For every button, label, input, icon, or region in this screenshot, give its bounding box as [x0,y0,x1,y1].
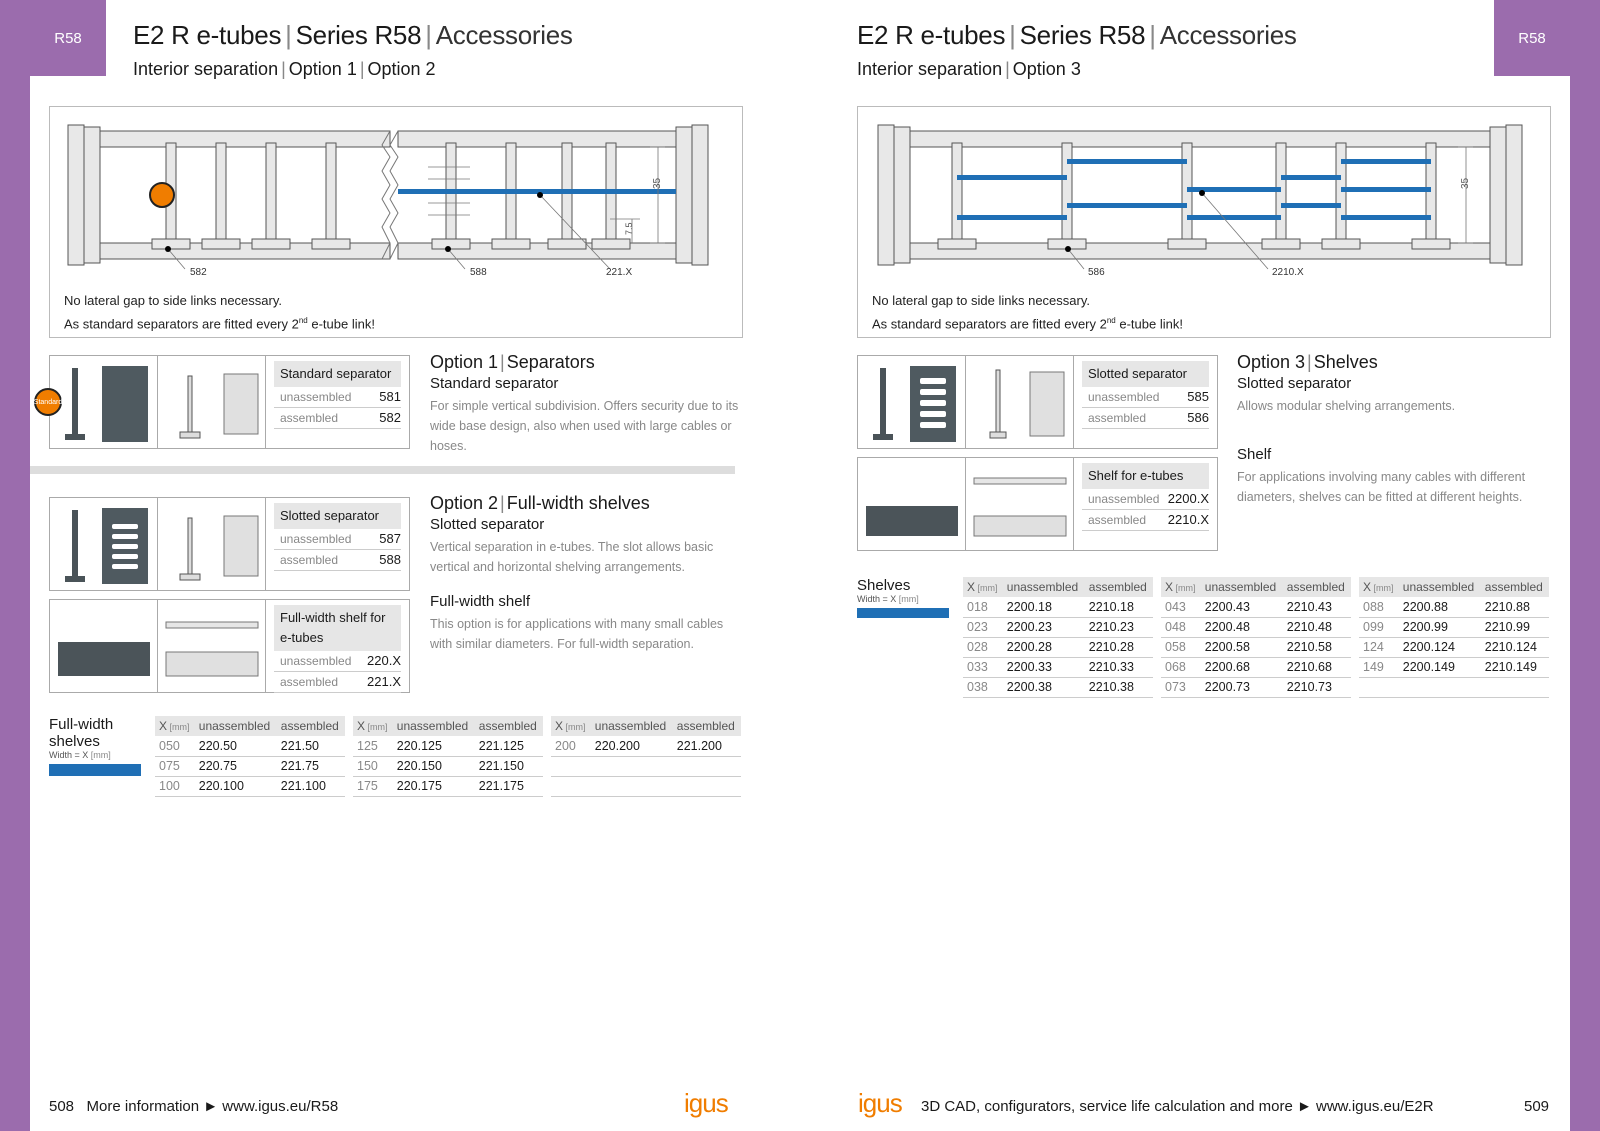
part-number: 585 [1187,389,1209,404]
right-series-tab: R58 [1494,0,1570,76]
row-assembled [1481,677,1549,697]
row-assembled: 221.100 [277,776,345,796]
dim-label: 2210.X [1272,267,1304,278]
table-row [1359,677,1549,697]
part-number: 221.X [367,674,401,689]
row-width: 023 [963,617,1003,637]
right-page-title: E2 R e-tubes | Series R58 | Accessories [857,20,1297,50]
table-row [1359,637,1549,657]
row-assembled: 221.150 [475,756,543,776]
table-row [353,776,543,796]
note-sup: nd [1106,316,1116,325]
product-photo [50,498,158,590]
col-header-unassembled: unassembled [1201,577,1283,597]
separator-drawing-icon [158,356,266,448]
left-footer [49,1098,338,1115]
table-header-row [155,716,345,736]
row-assembled [673,756,741,776]
product-card-standard-separator [49,355,410,449]
row-unassembled [1399,677,1481,697]
slotted-separator-photo-icon [50,498,158,590]
header-unit: [mm] [975,583,998,593]
note-text: e-tube link! [1115,316,1183,332]
subtitle-part: Option 3 [1012,59,1081,79]
spec-row [1082,408,1209,429]
footer-text: More information ► [86,1098,219,1115]
table-row [155,736,345,756]
row-width: 028 [963,637,1003,657]
header-text: X [1363,580,1372,594]
spec-row [274,408,401,429]
col-header-x [963,577,1003,597]
footer-link[interactable]: www.igus.eu/R58 [222,1098,339,1115]
title-part: Accessories [435,20,573,50]
spec-row [274,672,401,693]
row-unassembled [591,776,673,796]
title-part: Option 2 [430,493,499,513]
row-assembled: 2210.18 [1085,597,1153,617]
row-unassembled: 2200.18 [1003,597,1085,617]
dim-label: 582 [190,267,207,278]
row-assembled: 2210.28 [1085,637,1153,657]
table-row [963,657,1153,677]
part-number: 582 [379,410,401,425]
legend-unit: [mm] [90,750,111,760]
shelf-drawing-icon [966,458,1074,550]
row-unassembled: 2200.38 [1003,677,1085,697]
part-number: 220.X [367,653,401,668]
part-number: 587 [379,531,401,546]
shelf-table-column [155,716,345,797]
left-edge-bar [0,0,30,1131]
spec-key: assembled [1088,411,1147,425]
row-unassembled: 220.125 [393,736,475,756]
row-unassembled: 2200.58 [1201,637,1283,657]
row-width: 068 [1161,657,1201,677]
header-text: X [967,580,976,594]
row-unassembled: 220.200 [591,736,673,756]
left-cross-section-drawing [50,107,744,287]
note-text: e-tube link! [307,316,375,332]
spec-row [274,651,401,672]
spec-row [274,387,401,408]
separator-photo-icon [50,356,158,448]
subtitle-part: Interior separation [857,59,1003,79]
row-unassembled: 220.100 [195,776,277,796]
row-assembled: 2210.43 [1283,597,1351,617]
row-assembled: 2210.149 [1481,657,1549,677]
row-width: 048 [1161,617,1201,637]
product-spec [266,600,409,692]
product-spec [266,498,409,590]
col-header-unassembled: unassembled [1399,577,1481,597]
row-unassembled: 220.150 [393,756,475,776]
table-row [551,776,741,796]
table-row [353,756,543,776]
legend-unit: [mm] [898,594,919,604]
table-header-row [1161,577,1351,597]
spec-key: unassembled [280,390,352,404]
row-assembled: 221.75 [277,756,345,776]
col-header-x [551,716,591,736]
table-row [1359,597,1549,617]
part-number: 581 [379,389,401,404]
product-card-full-width-shelf [49,599,410,693]
product-drawing [966,356,1074,448]
subtitle-part: Interior separation [133,59,279,79]
row-assembled: 2210.23 [1085,617,1153,637]
page-number: 508 [49,1098,75,1115]
row-unassembled [591,756,673,776]
shelf-color-swatch [857,608,949,618]
row-assembled: 221.125 [475,736,543,756]
row-assembled: 2210.38 [1085,677,1153,697]
row-assembled: 2210.99 [1481,617,1549,637]
col-header-unassembled: unassembled [195,716,277,736]
row-unassembled: 2200.88 [1399,597,1481,617]
option-description: For applications involving many cables with different diameters, shelves can be fitted at different heights. [1237,470,1526,504]
table-header-row [963,577,1153,597]
table-title: Shelves [857,577,911,594]
note-line [64,311,724,334]
row-assembled: 2210.124 [1481,637,1549,657]
row-width [1359,677,1399,697]
option-description: Vertical separation in e-tubes. The slot allows basic vertical and horizontal shelving arrangements. [430,540,714,574]
option-description: For simple vertical subdivision. Offers security due to its wide base design, also when used with large cables or hoses. [430,399,739,453]
table-header-row [353,716,543,736]
col-header-x [1359,577,1399,597]
product-card-slotted-separator [49,497,410,591]
row-width: 088 [1359,597,1399,617]
section-divider [30,466,735,474]
table-header-row [551,716,741,736]
row-assembled: 221.175 [475,776,543,796]
note-text: As standard separators are fitted every 2 [872,316,1107,332]
spec-key: unassembled [280,654,352,668]
spec-key: unassembled [1088,390,1160,404]
product-drawing [158,356,266,448]
part-number: 2210.X [1167,512,1209,527]
col-header-assembled: assembled [1085,577,1153,597]
right-table-legend [857,577,957,618]
dim-label: 35 [652,177,663,189]
spec-key: assembled [280,675,339,689]
row-unassembled: 2200.149 [1399,657,1481,677]
row-width: 033 [963,657,1003,677]
table-row [353,736,543,756]
row-unassembled: 2200.43 [1201,597,1283,617]
spec-row [274,550,401,571]
footer-link[interactable]: www.igus.eu/E2R [1316,1098,1434,1115]
option-description: This option is for applications with many small cables with similar diameters. For full-width separation. [430,617,724,651]
product-photo [50,600,158,692]
dim-label: 588 [470,267,487,278]
product-name: Slotted separator [274,503,401,529]
full-width-shelf-mark [398,189,676,194]
table-row [1161,597,1351,617]
option1-text [430,352,744,456]
header-unit: [mm] [365,722,388,732]
shelf-table-column [353,716,543,797]
row-width: 058 [1161,637,1201,657]
row-width: 124 [1359,637,1399,657]
col-header-unassembled: unassembled [393,716,475,736]
row-unassembled: 220.50 [195,736,277,756]
product-spec [1074,356,1217,448]
subtitle-part: Option 2 [367,59,436,79]
row-unassembled: 2200.48 [1201,617,1283,637]
standard-badge [34,388,62,416]
header-text: X [357,719,366,733]
igus-logo: igus [858,1088,902,1118]
option-title: Option 3 | Shelves [1237,352,1378,372]
option3-text [1237,352,1551,507]
left-page-subtitle: Interior separation | Option 1 | Option 2 [133,59,436,79]
spec-row [1082,510,1209,531]
standard-badge [150,183,174,207]
left-table-legend [49,716,149,776]
option-subtitle: Shelf [1237,446,1272,463]
col-header-x [155,716,195,736]
col-header-assembled: assembled [673,716,741,736]
table-row [963,677,1153,697]
left-page-title: E2 R e-tubes | Series R58 | Accessories [133,20,573,50]
shelf-photo-icon [858,458,966,550]
header-unit: [mm] [167,722,190,732]
header-unit: [mm] [1371,583,1394,593]
shelf-photo-icon [50,600,158,692]
slotted-separator-photo-icon [858,356,966,448]
row-width: 075 [155,756,195,776]
header-unit: [mm] [563,722,586,732]
row-assembled: 221.50 [277,736,345,756]
title-part: E2 R e-tubes [857,20,1006,50]
col-header-unassembled: unassembled [591,716,673,736]
title-part: Option 3 [1237,352,1306,372]
shelf-table-column [551,716,741,797]
table-row [1161,617,1351,637]
page-number: 509 [1524,1098,1550,1115]
note-line: No lateral gap to side links necessary. [872,293,1090,308]
row-assembled: 2210.33 [1085,657,1153,677]
product-card-slotted-separator [857,355,1218,449]
shelf-table-column [1359,577,1549,698]
right-edge-bar [1570,0,1600,1131]
spec-row [274,529,401,550]
option-description: Allows modular shelving arrangements. [1237,399,1456,413]
product-name: Slotted separator [1082,361,1209,387]
row-assembled: 2210.73 [1283,677,1351,697]
spec-row [1082,489,1209,510]
header-text: X [1165,580,1174,594]
row-unassembled: 2200.23 [1003,617,1085,637]
row-width: 150 [353,756,393,776]
row-unassembled: 2200.68 [1201,657,1283,677]
left-diagram-note [64,291,724,334]
title-part: Accessories [1159,20,1297,50]
slotted-drawing-icon [966,356,1074,448]
row-width: 100 [155,776,195,796]
right-footer [921,1098,1434,1115]
product-drawing [158,498,266,590]
header-unit: [mm] [1173,583,1196,593]
option2-text [430,493,744,654]
table-row [1161,637,1351,657]
option-subtitle: Full-width shelf [430,593,531,610]
product-photo [50,356,158,448]
part-number: 588 [379,552,401,567]
title-part: Series R58 [1019,20,1146,50]
table-row [551,736,741,756]
right-diagram-frame [857,106,1551,338]
col-header-assembled: assembled [1283,577,1351,597]
option-subtitle: Slotted separator [430,516,545,533]
left-series-tab: R58 [30,0,106,76]
option-title: Option 2 | Full-width shelves [430,493,650,513]
spec-key: assembled [1088,513,1147,527]
part-number: 2200.X [1167,491,1209,506]
dim-label: 221.X [606,267,633,278]
row-assembled: 221.200 [673,736,741,756]
spec-key: unassembled [1088,492,1160,506]
table-row [963,597,1153,617]
right-cross-section-drawing [858,107,1552,287]
row-width: 099 [1359,617,1399,637]
row-unassembled: 2200.28 [1003,637,1085,657]
col-header-unassembled: unassembled [1003,577,1085,597]
legend-text: Width = X [857,594,897,604]
row-assembled: 2210.58 [1283,637,1351,657]
row-width: 073 [1161,677,1201,697]
option-subtitle: Slotted separator [1237,375,1352,392]
title-part: Option 1 [430,352,499,372]
header-text: X [159,719,168,733]
slotted-drawing-icon [158,498,266,590]
spec-row [1082,387,1209,408]
subtitle-part: Option 1 [288,59,357,79]
title-part: E2 R e-tubes [133,20,282,50]
spec-key: assembled [280,411,339,425]
right-diagram-note [872,291,1532,334]
header-text: X [555,719,564,733]
row-width [551,776,591,796]
left-diagram-frame [49,106,743,338]
product-name: Full-width shelf for e-tubes [274,605,401,651]
product-card-shelf [857,457,1218,551]
product-spec [1074,458,1217,550]
product-name: Standard separator [274,361,401,387]
legend-text: Width = X [49,750,89,760]
col-header-assembled: assembled [277,716,345,736]
row-assembled: 2210.68 [1283,657,1351,677]
right-page-subtitle: Interior separation | Option 3 [857,59,1081,79]
product-drawing [158,600,266,692]
product-drawing [966,458,1074,550]
row-width: 043 [1161,597,1201,617]
badge-text: Standard [33,398,63,406]
title-part: Separators [506,352,595,372]
shelf-table-column [1161,577,1351,698]
table-row [1161,657,1351,677]
product-spec [266,356,409,448]
col-header-x [1161,577,1201,597]
table-title: Full-width shelves [49,716,114,750]
note-sup: nd [298,316,308,325]
part-number: 586 [1187,410,1209,425]
row-unassembled: 220.75 [195,756,277,776]
table-row [1359,617,1549,637]
row-unassembled: 2200.33 [1003,657,1085,677]
table-row [155,756,345,776]
row-assembled: 2210.48 [1283,617,1351,637]
row-unassembled: 220.175 [393,776,475,796]
table-row [551,756,741,776]
shelf-drawing-icon [158,600,266,692]
right-shelf-table [963,577,1549,698]
col-header-x [353,716,393,736]
dim-label: 7.5 [624,222,634,235]
row-width: 018 [963,597,1003,617]
row-width: 149 [1359,657,1399,677]
row-unassembled: 2200.73 [1201,677,1283,697]
option-title: Option 1 | Separators [430,352,595,372]
row-unassembled: 2200.99 [1399,617,1481,637]
spec-key: unassembled [280,532,352,546]
product-photo [858,458,966,550]
row-width: 200 [551,736,591,756]
note-text: As standard separators are fitted every 2 [64,316,299,332]
table-row [1161,677,1351,697]
spec-key: assembled [280,553,339,567]
footer-text: 3D CAD, configurators, service life calculation and more ► [921,1098,1312,1115]
product-name: Shelf for e-tubes [1082,463,1209,489]
note-line [872,311,1532,334]
col-header-assembled: assembled [1481,577,1549,597]
title-part: Shelves [1313,352,1378,372]
row-width [551,756,591,776]
shelf-color-swatch [49,764,141,776]
dim-label: 35 [1460,177,1471,189]
row-width: 050 [155,736,195,756]
igus-logo: igus [684,1088,728,1118]
table-header-row [1359,577,1549,597]
title-part: Series R58 [295,20,422,50]
note-line: No lateral gap to side links necessary. [64,293,282,308]
left-shelf-table [155,716,741,797]
col-header-assembled: assembled [475,716,543,736]
shelf-table-column [963,577,1153,698]
table-row [963,617,1153,637]
row-width: 175 [353,776,393,796]
row-width: 038 [963,677,1003,697]
table-row [963,637,1153,657]
table-row [1359,657,1549,677]
table-row [155,776,345,796]
row-assembled [673,776,741,796]
dim-label: 586 [1088,267,1105,278]
row-unassembled: 2200.124 [1399,637,1481,657]
product-photo [858,356,966,448]
option-subtitle: Standard separator [430,375,559,392]
row-width: 125 [353,736,393,756]
row-assembled: 2210.88 [1481,597,1549,617]
title-part: Full-width shelves [506,493,650,513]
